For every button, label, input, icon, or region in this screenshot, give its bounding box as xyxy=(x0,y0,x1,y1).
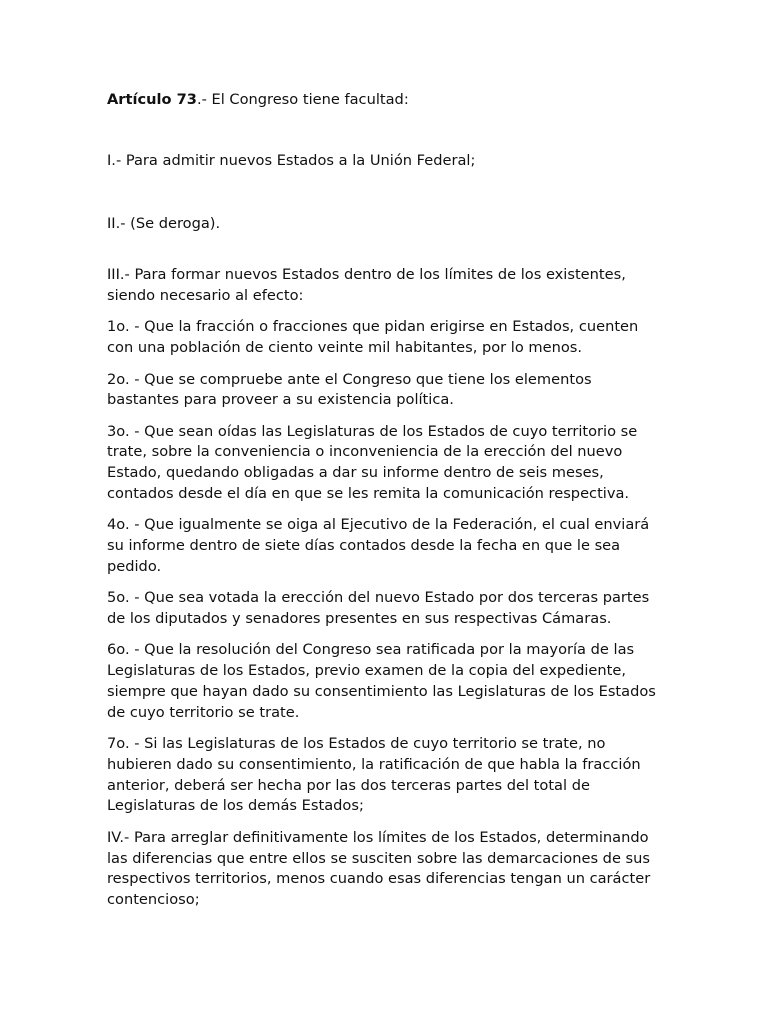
fraction-iii: III.- Para formar nuevos Estados dentro de los límites de los existentes, siendo necesario al efecto: xyxy=(107,266,626,305)
document-page xyxy=(107,90,667,921)
requirement-2: 2o. - Que se compruebe ante el Congreso que tiene los elementos bastantes para proveer a su existencia política. xyxy=(107,370,592,409)
article-heading-text: .- El Congreso tiene facultad: xyxy=(196,91,409,108)
article-heading xyxy=(107,90,667,111)
article-label: Artículo 73 xyxy=(107,91,197,108)
fraction-iv: IV.- Para arreglar definitivamente los límites de los Estados, determinando las diferencias que entre ellos se susciten sobre las demarcaciones de sus respectivos territorios, menos cuando esas diferencias tengan un carácter contencioso; xyxy=(107,828,651,909)
fraction-ii: II.- (Se deroga). xyxy=(107,214,221,232)
requirement-6: 6o. - Que la resolución del Congreso sea ratificada por la mayoría de las Legislaturas de los Estados, previo examen de la copia del expediente, siempre que hayan dado su consentimiento las Legislaturas de los Estados de cuyo territorio se trate. xyxy=(107,641,656,721)
fraction-i: I.- Para admitir nuevos Estados a la Unión Federal; xyxy=(107,151,476,169)
requirement-3: 3o. - Que sean oídas las Legislaturas de los Estados de cuyo territorio se trate, sobre la conveniencia o inconveniencia de la erección del nuevo Estado, quedando obligadas a dar su informe dentro de seis meses, contados desde el día en que se les remita la comunicación respectiva. xyxy=(107,422,638,503)
requirement-1: 1o. - Que la fracción o fracciones que pidan erigirse en Estados, cuenten con una población de ciento veinte mil habitantes, por lo menos. xyxy=(107,318,639,357)
requirement-7: 7o. - Si las Legislaturas de los Estados de cuyo territorio se trate, no hubieren dado su consentimiento, la ratificación de que habla la fracción anterior, deberá ser hecha por las dos terceras partes del total de Legislaturas de los demás Estados; xyxy=(107,735,641,815)
requirement-4: 4o. - Que igualmente se oiga al Ejecutivo de la Federación, el cual enviará su informe dentro de siete días contados desde la fecha en que le sea pedido. xyxy=(107,516,650,575)
requirement-5: 5o. - Que sea votada la erección del nuevo Estado por dos terceras partes de los diputados y senadores presentes en sus respectivas Cámaras. xyxy=(107,589,650,628)
